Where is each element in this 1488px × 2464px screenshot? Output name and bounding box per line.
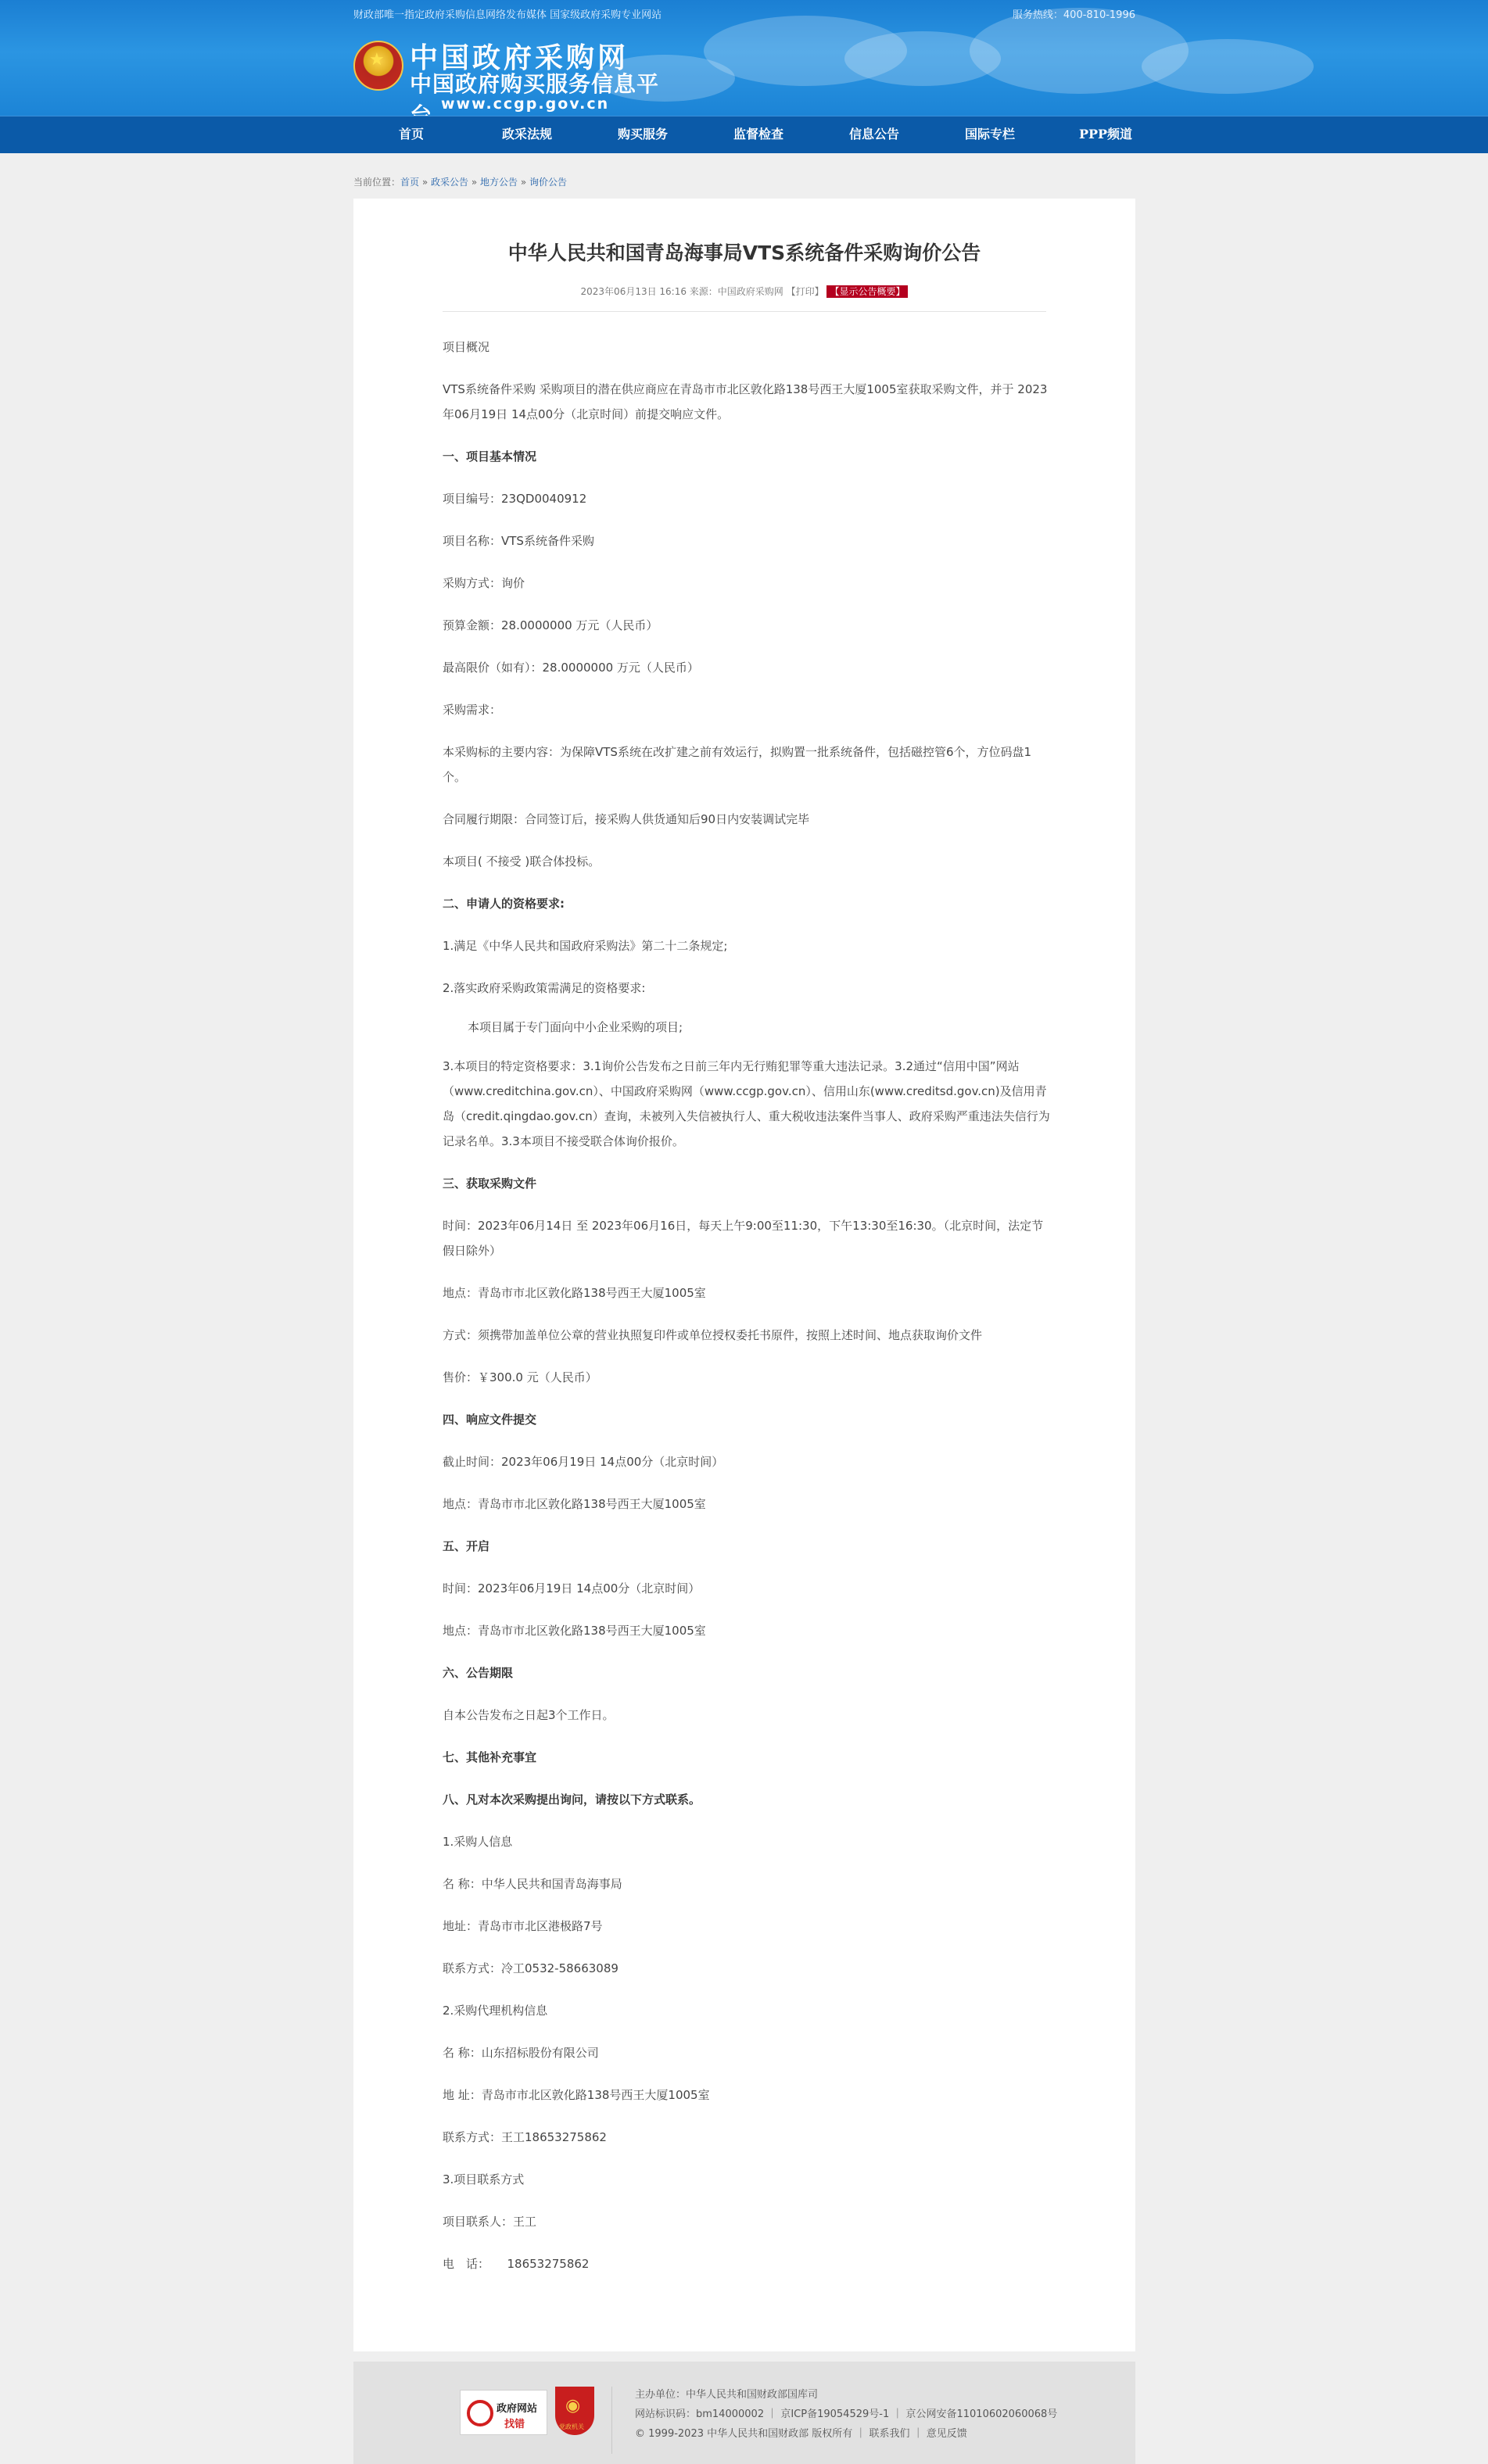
breadcrumb-home[interactable]: 首页 — [400, 177, 420, 188]
nav-ppp[interactable]: PPP频道 — [1078, 127, 1133, 141]
footer — [353, 2362, 1135, 2464]
paragraph: 名 称：中华人民共和国青岛海事局 — [443, 1877, 622, 1891]
paragraph: 地址：青岛市市北区港极路7号 — [443, 1919, 603, 1933]
footer-host: 主办单位：中华人民共和国财政部国库司 — [635, 2389, 819, 2401]
party-gov-emblem-icon: ◉ — [565, 2396, 581, 2416]
paragraph: 地点：青岛市市北区敦化路138号西王大厦1005室 — [443, 1624, 706, 1638]
service-hotline: 服务热线：400-810-1996 — [1012, 9, 1135, 21]
paragraph: 地点：青岛市市北区敦化路138号西王大厦1005室 — [443, 1286, 706, 1300]
national-emblem-icon: ★ — [353, 41, 403, 91]
title-divider — [443, 311, 1046, 312]
paragraph: 2.采购代理机构信息 — [443, 2004, 548, 2018]
breadcrumb: 当前位置：首页 » 政采公告 » 地方公告 » 询价公告 — [353, 177, 568, 188]
paragraph: 采购需求： — [443, 703, 502, 717]
magnifier-icon — [467, 2400, 493, 2426]
paragraph: 联系方式：王工18653275862 — [443, 2130, 607, 2144]
section-heading: 三、获取采购文件 — [443, 1176, 537, 1191]
paragraph: 项目编号：23QD0040912 — [443, 492, 587, 506]
nav-purchase-services[interactable]: 购买服务 — [617, 127, 668, 141]
paragraph: 联系方式：冷工0532-58663089 — [443, 1961, 619, 1975]
paragraph: 项目概况 — [443, 340, 490, 354]
footer-info — [635, 2385, 1057, 2444]
paragraph: 项目联系人：王工 — [443, 2215, 537, 2229]
show-summary-button[interactable]: 【显示公告概要】 — [826, 285, 908, 298]
paragraph: 售价：￥300.0 元（人民币） — [443, 1370, 597, 1384]
paragraph: 合同履行期限：合同签订后，接采购人供货通知后90日内安装调试完毕 — [443, 812, 810, 826]
footer-copyright: © 1999-2023 中华人民共和国财政部 版权所有 ｜ 联系我们 ｜ 意见反馈 — [635, 2428, 967, 2440]
nav-announcements[interactable]: 信息公告 — [848, 127, 899, 141]
section-heading: 一、项目基本情况 — [443, 449, 537, 464]
section-heading: 五、开启 — [443, 1539, 490, 1553]
paragraph: 自本公告发布之日起3个工作日。 — [443, 1708, 615, 1722]
party-gov-badge[interactable] — [555, 2387, 594, 2435]
site-logo[interactable] — [353, 41, 666, 111]
nav-home[interactable]: 首页 — [398, 127, 424, 141]
logo-url: www.ccgp.gov.cn — [441, 95, 610, 113]
paragraph: 2.落实政府采购政策需满足的资格要求: — [443, 981, 646, 995]
paragraph: 地 址：青岛市市北区敦化路138号西王大厦1005室 — [443, 2088, 710, 2102]
paragraph: 电 话： 18653275862 — [443, 2257, 590, 2271]
breadcrumb-inquiry[interactable]: 询价公告 — [529, 177, 568, 188]
breadcrumb-local-notices[interactable]: 地方公告 — [480, 177, 518, 188]
section-heading: 七、其他补充事宜 — [443, 1750, 537, 1764]
top-info-bar — [353, 6, 1135, 22]
breadcrumb-prefix: 当前位置： — [353, 177, 401, 188]
badge1-line1: 政府网站 — [497, 2403, 538, 2415]
footer-divider — [611, 2387, 612, 2454]
paragraph: 地点：青岛市市北区敦化路138号西王大厦1005室 — [443, 1497, 706, 1511]
paragraph: 3.项目联系方式 — [443, 2172, 525, 2186]
nav-international[interactable]: 国际专栏 — [964, 127, 1015, 141]
breadcrumb-notices[interactable]: 政采公告 — [431, 177, 469, 188]
paragraph: 最高限价（如有）：28.0000000 万元（人民币） — [443, 661, 699, 675]
paragraph: 项目名称：VTS系统备件采购 — [443, 534, 594, 548]
article-meta — [353, 285, 1135, 298]
paragraph: VTS系统备件采购 采购项目的潜在供应商应在青岛市市北区敦化路138号西王大厦1005室获取采购文件，并于 2023年06月19日 14点00分（北京时间）前提交响应文件。 — [443, 382, 1048, 421]
badge1-line2: 找错 — [504, 2419, 525, 2430]
paragraph: 时间：2023年06月14日 至 2023年06月16日，每天上午9:00至11:30，下午13:30至16:30。（北京时间，法定节假日除外） — [443, 1219, 1044, 1258]
badge2-label: 党政机关 — [559, 2423, 584, 2430]
paragraph: 1.采购人信息 — [443, 1835, 513, 1849]
header — [0, 0, 1488, 153]
article-card — [353, 199, 1135, 2351]
article-title: 中华人民共和国青岛海事局VTS系统备件采购询价公告 — [507, 242, 981, 264]
section-heading: 四、响应文件提交 — [443, 1413, 537, 1427]
section-heading: 六、公告期限 — [443, 1666, 514, 1680]
main-nav — [0, 116, 1488, 153]
paragraph: 时间：2023年06月19日 14点00分（北京时间） — [443, 1581, 701, 1596]
paragraph: 采购方式：询价 — [443, 576, 525, 590]
paragraph: 本采购标的主要内容：为保障VTS系统在改扩建之前有效运行，拟购置一批系统备件，包括磁控管6个，方位码盘1个。 — [443, 745, 1032, 784]
logo-subtitle: 中国政府购买服务信息平 — [410, 71, 660, 97]
paragraph: 预算金额：28.0000000 万元（人民币） — [443, 618, 658, 632]
paragraph: 方式：须携带加盖单位公章的营业执照复印件或单位授权委托书原件，按照上述时间、地点获取询价文件 — [443, 1328, 983, 1342]
header-tagline: 财政部唯一指定政府采购信息网络发布媒体 国家级政府采购专业网站 — [353, 9, 662, 21]
section-heading: 二、申请人的资格要求: — [443, 897, 565, 911]
paragraph: 1.满足《中华人民共和国政府采购法》第二十二条规定; — [443, 939, 728, 953]
paragraph: 名 称：山东招标股份有限公司 — [443, 2046, 599, 2060]
nav-regulations[interactable]: 政采法规 — [501, 127, 552, 141]
section-heading: 八、凡对本次采购提出询问，请按以下方式联系。 — [443, 1792, 701, 1807]
gov-site-error-report-badge[interactable] — [460, 2390, 547, 2435]
paragraph: 本项目( 不接受 )联合体投标。 — [443, 854, 601, 868]
article-date-source: 2023年06月13日 16:16 来源：中国政府采购网 【打印】 — [580, 286, 824, 297]
paragraph: 3.本项目的特定资格要求：3.1询价公告发布之日前三年内无行贿犯罪等重大违法记录。3.2通过“信用中国”网站（www.creditchina.gov.cn）、中国政府采购网（www.ccgp.gov.cn）、信用山东(www.creditsd.gov.cn)及信用青岛（credit.qingdao.gov.cn）查询，未被列入失信被执行人、重大税收违法案件当事人、政府采购严重违法失信行为记录名单。3.3本项目不接受联合体询价报价。 — [443, 1059, 1050, 1148]
logo-title: 中国政府采购网 — [410, 41, 629, 74]
nav-supervision[interactable]: 监督检查 — [733, 127, 783, 141]
footer-ids: 网站标识码：bm14000002 ｜ 京ICP备19054529号-1 ｜ 京公网安备11010602060068号 — [635, 2408, 1058, 2420]
paragraph: 本项目属于专门面向中小企业采购的项目; — [468, 1020, 683, 1034]
paragraph: 截止时间：2023年06月19日 14点00分（北京时间） — [443, 1455, 724, 1469]
